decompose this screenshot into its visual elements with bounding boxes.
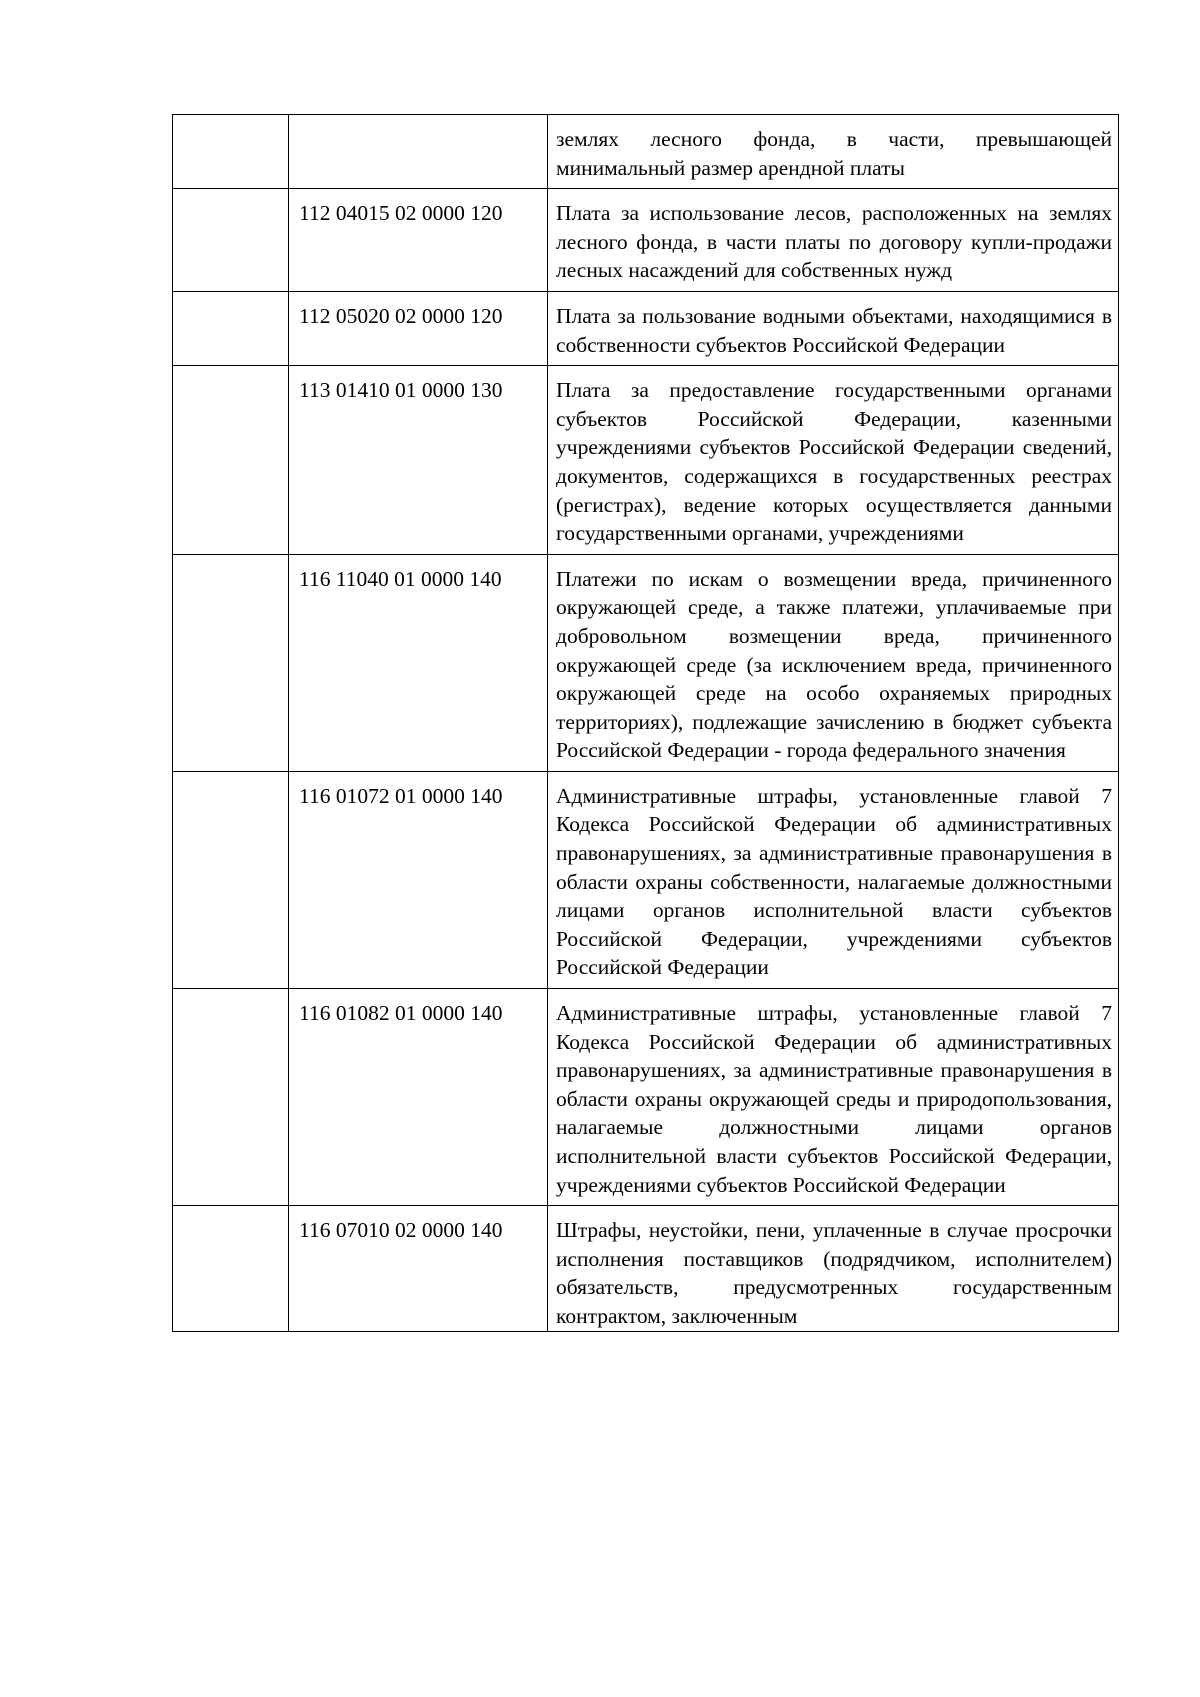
revenue-description-cell: Административные штрафы, установленные главой 7 Кодекса Российской Федерации об административных правонарушениях, за административные правонарушения в области охраны собственности, налагаемые должностными лицами органов исполнительной власти субъектов Российской Федерации, учреждениями субъектов Российской Федерации [548,771,1119,988]
revenue-code-cell: 116 01082 01 0000 140 [289,989,548,1206]
revenue-code-cell [289,115,548,189]
revenue-code-cell: 116 01072 01 0000 140 [289,771,548,988]
revenue-code-cell: 112 05020 02 0000 120 [289,291,548,365]
table-row [173,291,1119,365]
admin-code-cell [173,291,289,365]
table-row [173,771,1119,988]
revenue-description-cell: землях лесного фонда, в части, превышающей минимальный размер арендной платы [548,115,1119,189]
revenue-description-cell: Штрафы, неустойки, пени, уплаченные в случае просрочки исполнения поставщиков (подрядчиком, исполнителем) обязательств, предусмотренных государственным контрактом, заключенным [548,1206,1119,1331]
admin-code-cell [173,115,289,189]
admin-code-cell [173,554,289,771]
revenue-code-cell: 113 01410 01 0000 130 [289,366,548,555]
table-row [173,989,1119,1206]
revenue-code-cell: 112 04015 02 0000 120 [289,189,548,292]
revenue-codes-table [172,114,1119,1332]
admin-code-cell [173,189,289,292]
revenue-description-cell: Административные штрафы, установленные главой 7 Кодекса Российской Федерации об административных правонарушениях, за административные правонарушения в области охраны окружающей среды и природопользования, налагаемые должностными лицами органов исполнительной власти субъектов Российской Федерации, учреждениями субъектов Российской Федерации [548,989,1119,1206]
table-row [173,115,1119,189]
admin-code-cell [173,1206,289,1331]
table-row [173,366,1119,555]
admin-code-cell [173,771,289,988]
revenue-code-cell: 116 07010 02 0000 140 [289,1206,548,1331]
admin-code-cell [173,989,289,1206]
table-row [173,189,1119,292]
revenue-description-cell: Платежи по искам о возмещении вреда, причиненного окружающей среде, а также платежи, уплачиваемые при добровольном возмещении вреда, причиненного окружающей среде (за исключением вреда, причиненного окружающей среде на особо охраняемых природных территориях), подлежащие зачислению в бюджет субъекта Российской Федерации - города федерального значения [548,554,1119,771]
table-row [173,1206,1119,1331]
revenue-description-cell: Плата за использование лесов, расположенных на землях лесного фонда, в части платы по договору купли-продажи лесных насаждений для собственных нужд [548,189,1119,292]
table-row [173,554,1119,771]
admin-code-cell [173,366,289,555]
revenue-code-cell: 116 11040 01 0000 140 [289,554,548,771]
revenue-description-cell: Плата за пользование водными объектами, находящимися в собственности субъектов Российской Федерации [548,291,1119,365]
revenue-description-cell: Плата за предоставление государственными органами субъектов Российской Федерации, казенными учреждениями субъектов Российской Федерации сведений, документов, содержащихся в государственных реестрах (регистрах), ведение которых осуществляется данными государственными органами, учреждениями [548,366,1119,555]
